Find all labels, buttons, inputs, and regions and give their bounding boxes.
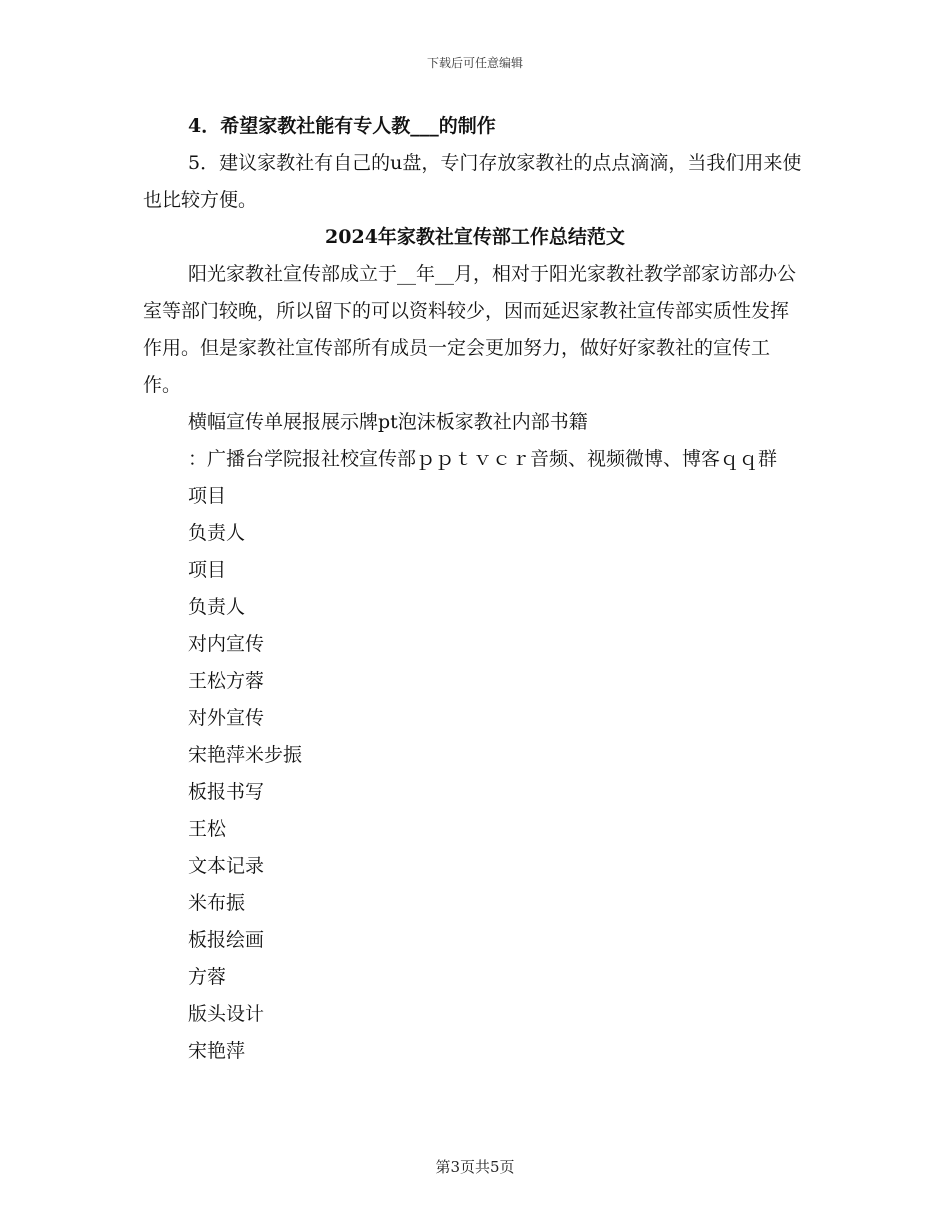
list-item: 王松 (188, 818, 227, 840)
document-title: 2024年家教社宣传部工作总结范文 (325, 226, 625, 248)
list-item: 项目 (188, 559, 227, 581)
document-body (143, 108, 807, 1070)
intro-paragraph: 阳光家教社宣传部成立于__年__月，相对于阳光家教社教学部家访部办公室等部门较晚，所以留下的可以资料较少，因而延迟家教社宣传部实质性发挥作用。但是家教社宣传部所有成员一定会更加努力，做好好家教社的宣传工作。 (143, 263, 797, 396)
list-item: 版头设计 (188, 1003, 265, 1025)
list-item: 宋艳萍 (188, 1040, 246, 1062)
list-item: 负责人 (188, 522, 246, 544)
list-item: 文本记录 (188, 855, 265, 877)
list-item: 方蓉 (188, 966, 227, 988)
list-item: 对外宣传 (188, 707, 265, 729)
media-list-line-1: 横幅宣传单展报展示牌pt泡沫板家教社内部书籍 (188, 411, 588, 433)
list-item: 负责人 (188, 596, 246, 618)
list-item: 宋艳萍米步振 (188, 744, 303, 766)
list-item: 王松方蓉 (188, 670, 265, 692)
page-number: 第3页共5页 (435, 1158, 515, 1176)
list-item: 板报书写 (188, 781, 265, 803)
page-header: 下载后可任意编辑 (426, 56, 523, 70)
responsibility-list (143, 478, 807, 1070)
list-item: 板报绘画 (188, 929, 265, 951)
list-item: 对内宣传 (188, 633, 265, 655)
media-list-line-2: ：广播台学院报社校宣传部ｐｐｔｖｃｒ音频、视频微博、博客ｑｑ群 (188, 448, 778, 470)
list-item: 项目 (188, 485, 227, 507)
item-5-paragraph: 5．建议家教社有自己的u盘，专门存放家教社的点点滴滴，当我们用来使也比较方便。 (143, 152, 802, 211)
item-4-paragraph: 4．希望家教社能有专人教___的制作 (188, 115, 496, 137)
list-item: 米布振 (188, 892, 246, 914)
